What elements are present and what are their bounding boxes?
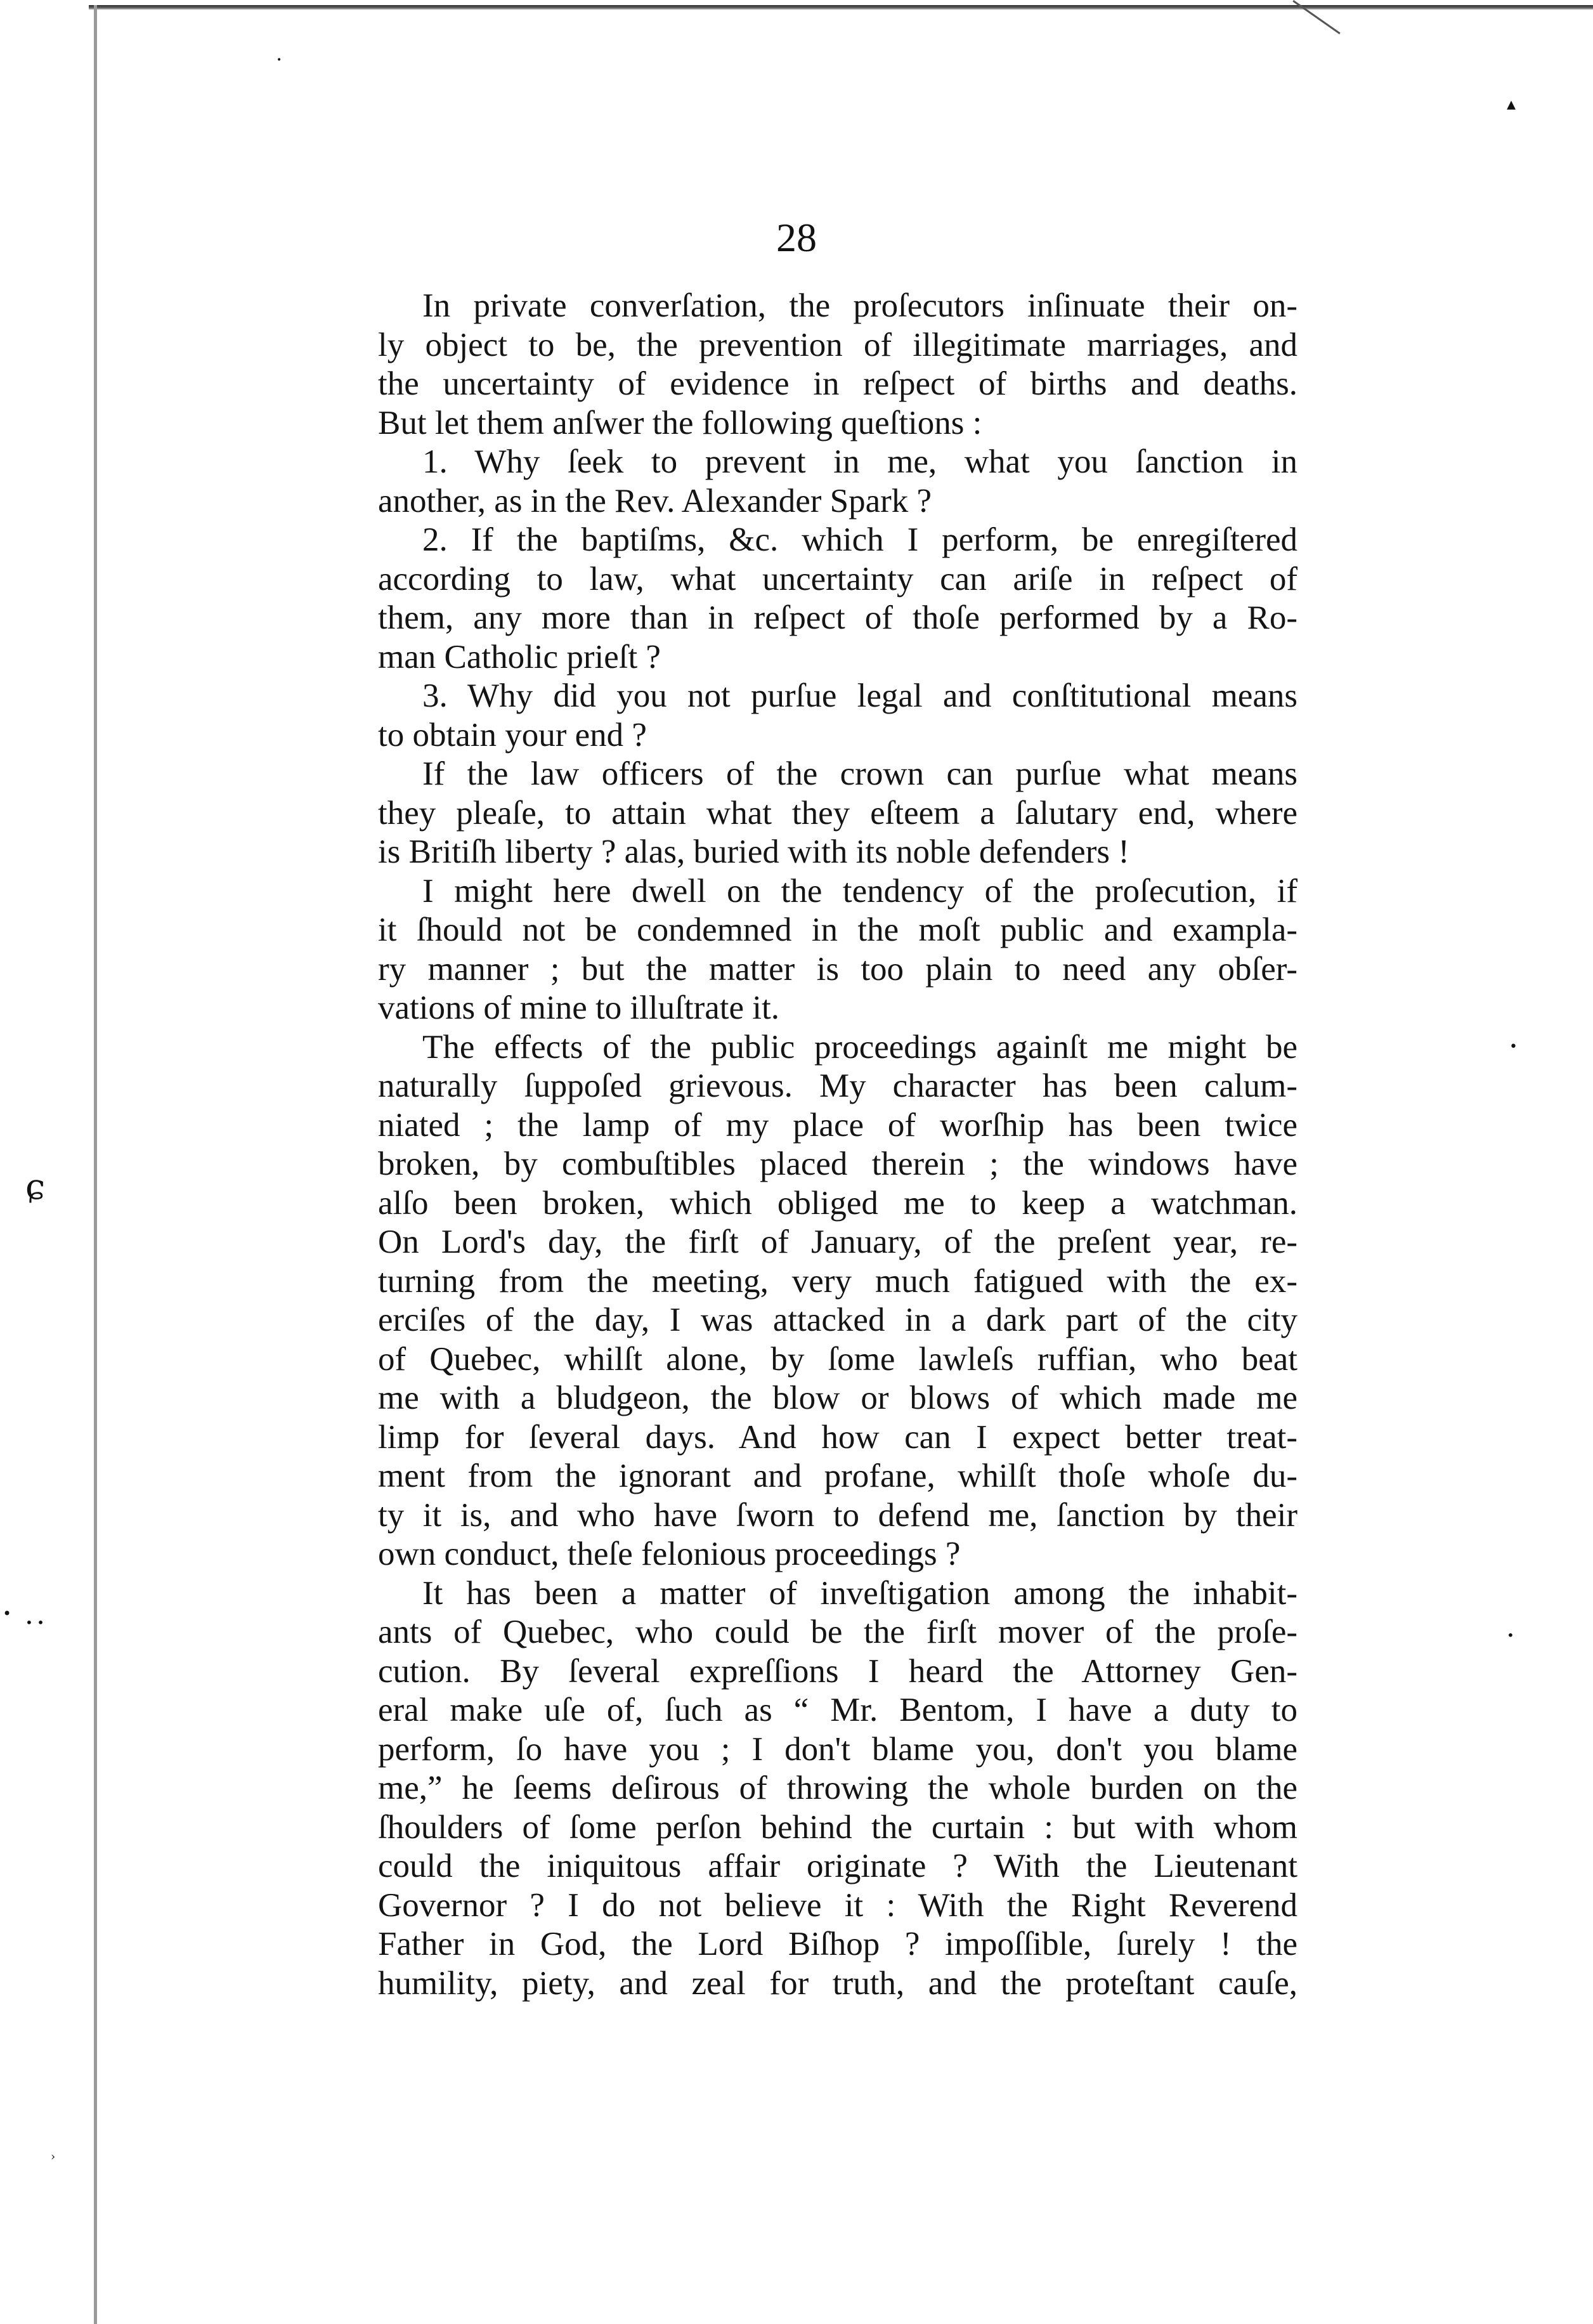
- text-line: man Catholic prieſt ?: [378, 638, 661, 676]
- text-line: ty it is, and who have ſworn to defend me, ſanction by their: [378, 1496, 1297, 1534]
- text-line: cution. By ſeveral expreſſions I heard the Attorney Gen-: [378, 1652, 1297, 1690]
- text-line: ment from the ignorant and profane, whilſt thoſe whoſe du-: [378, 1458, 1297, 1494]
- text-line: ſhoulders of ſome perſon behind the curtain : but with whom: [378, 1808, 1297, 1846]
- text-line: alſo been broken, which obliged me to keep a watchman.: [378, 1184, 1297, 1222]
- text-line: If the law officers of the crown can purſue what means: [422, 755, 1297, 792]
- text-line: them, any more than in reſpect of thoſe performed by a Ro-: [378, 599, 1297, 636]
- text-line: they pleaſe, to attain what they eſteem a ſalutary end, where: [378, 794, 1297, 832]
- text-line: The effects of the public proceedings againſt me might be: [422, 1028, 1297, 1066]
- text-line: perform, ſo have you ; I don't blame you, don't you blame: [378, 1730, 1297, 1768]
- text-line: erciſes of the day, I was attacked in a dark part of the city: [378, 1302, 1297, 1338]
- text-line: it ſhould not be condemned in the moſt public and exampla-: [378, 911, 1297, 948]
- text-line: according to law, what uncertainty can ariſe in reſpect of: [378, 560, 1297, 597]
- text-line: of Quebec, whilſt alone, by ſome lawleſs ruffian, who beat: [378, 1340, 1297, 1378]
- scan-speck: •: [1507, 1628, 1514, 1643]
- scan-speck: •: [1509, 1039, 1518, 1055]
- text-line: me with a bludgeon, the blow or blows of which made me: [378, 1380, 1297, 1416]
- text-line: ry manner ; but the matter is too plain to need any obſer-: [378, 950, 1297, 988]
- scan-speck: ▴: [1507, 93, 1516, 114]
- scan-speck: •: [3, 1605, 12, 1622]
- scan-speck: •: [276, 55, 282, 65]
- text-line: to obtain your end ?: [378, 716, 647, 754]
- text-line: 1. Why ſeek to prevent in me, what you ſanction in: [422, 443, 1297, 480]
- text-line: In private converſation, the proſecutors inſinuate their on-: [422, 287, 1297, 324]
- top-edge-rule: [89, 5, 1593, 10]
- text-line: It has been a matter of inveſtigation among the inhabit-: [422, 1574, 1297, 1612]
- text-line: niated ; the lamp of my place of worſhip has been twice: [378, 1106, 1297, 1144]
- text-line: Governor ? I do not believe it : With the Right Reverend: [378, 1886, 1297, 1924]
- text-line: could the iniquitous affair originate ? With the Lieutenant: [378, 1848, 1297, 1884]
- scan-speck: ɕ: [25, 1166, 46, 1208]
- text-line: 3. Why did you not purſue legal and conſtitutional means: [422, 677, 1297, 714]
- page-number: 28: [776, 215, 817, 260]
- text-line: But let them anſwer the following queſtions :: [378, 404, 982, 441]
- text-line: ants of Quebec, who could be the firſt mover of the proſe-: [378, 1614, 1297, 1650]
- left-edge-rule: [94, 5, 97, 2324]
- text-line: broken, by combuſtibles placed therein ; the windows have: [378, 1146, 1297, 1182]
- text-line: own conduct, theſe felonious proceedings ?: [378, 1536, 961, 1572]
- text-line: On Lord's day, the firſt of January, of the preſent year, re-: [378, 1224, 1297, 1260]
- text-line: Father in God, the Lord Biſhop ? impoſſible, ſurely ! the: [378, 1926, 1297, 1962]
- text-line: I might here dwell on the tendency of the proſecution, if: [422, 872, 1297, 910]
- text-line: limp for ſeveral days. And how can I expect better treat-: [378, 1418, 1297, 1456]
- scan-speck: • •: [25, 1615, 44, 1630]
- text-line: naturally ſuppoſed grievous. My character has been calum-: [378, 1067, 1297, 1104]
- body-text: [378, 287, 1297, 2003]
- text-line: the uncertainty of evidence in reſpect of births and deaths.: [378, 365, 1297, 402]
- text-line: humility, piety, and zeal for truth, and the proteſtant cauſe,: [378, 1964, 1297, 2002]
- text-line: is Britiſh liberty ? alas, buried with its noble defenders !: [378, 833, 1129, 870]
- text-line: ly object to be, the prevention of illegitimate marriages, and: [378, 326, 1297, 363]
- text-line: me,” he ſeems deſirous of throwing the whole burden on the: [378, 1770, 1297, 1806]
- text-line: 2. If the baptiſms, &c. which I perform, be enregiſtered: [422, 521, 1297, 558]
- text-line: turning from the meeting, very much fatigued with the ex-: [378, 1262, 1297, 1300]
- scan-speck: ›: [51, 2150, 56, 2164]
- text-line: vations of mine to illuſtrate it.: [378, 989, 779, 1026]
- text-line: another, as in the Rev. Alexander Spark ?: [378, 482, 932, 519]
- text-line: eral make uſe of, ſuch as “ Mr. Bentom, I have a duty to: [378, 1692, 1297, 1728]
